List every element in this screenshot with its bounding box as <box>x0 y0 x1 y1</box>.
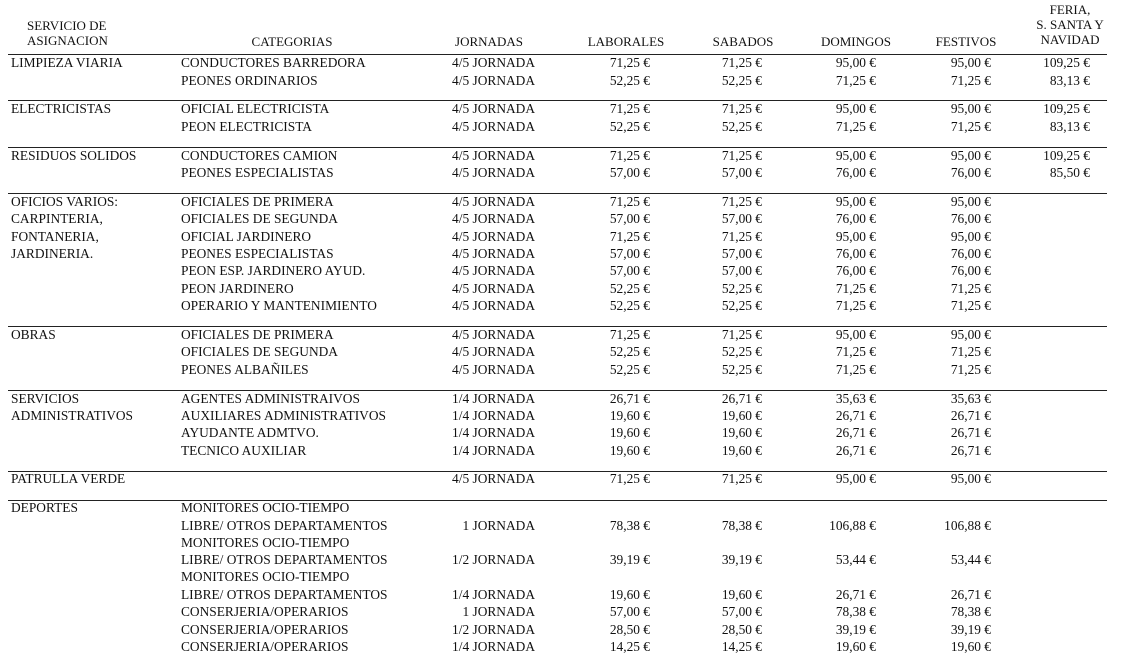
cell-festivos: 95,00 € <box>950 229 991 244</box>
cell-festivos: 26,71 € <box>950 408 991 423</box>
table-row <box>0 568 1122 585</box>
cell-domingos: 71,25 € <box>835 281 876 296</box>
table-row <box>0 164 1122 181</box>
cell-domingos: 76,00 € <box>835 263 876 278</box>
cell-categoria: MONITORES OCIO-TIEMPO <box>181 569 350 584</box>
header-feria-line1: FERIA, <box>1049 2 1091 17</box>
cell-festivos: 95,00 € <box>950 194 991 209</box>
cell-domingos: 71,25 € <box>835 344 876 359</box>
cell-jornada: 4/5 JORNADA <box>452 246 535 261</box>
cell-domingos: 78,38 € <box>835 604 876 619</box>
cell-festivos: 26,71 € <box>950 443 991 458</box>
cell-laborales: 71,25 € <box>609 327 650 342</box>
cell-domingos: 53,44 € <box>835 552 876 567</box>
cell-categoria: OFICIAL JARDINERO <box>181 229 312 244</box>
cell-sabados: 26,71 € <box>721 391 762 406</box>
cell-domingos: 71,25 € <box>835 119 876 134</box>
table-row <box>0 193 1122 210</box>
header-categorias: CATEGORIAS <box>251 34 333 49</box>
cell-domingos: 71,25 € <box>835 362 876 377</box>
cell-jornada: 1/4 JORNADA <box>452 425 535 440</box>
cell-festivos: 76,00 € <box>950 211 991 226</box>
cell-festivos: 71,25 € <box>950 73 991 88</box>
cell-domingos: 76,00 € <box>835 211 876 226</box>
cell-categoria: PEONES ORDINARIOS <box>181 73 318 88</box>
cell-categoria: AGENTES ADMINISTRAIVOS <box>181 391 360 406</box>
cell-sabados: 78,38 € <box>721 518 762 533</box>
cell-categoria: OFICIAL ELECTRICISTA <box>181 101 330 116</box>
cell-laborales: 52,25 € <box>609 119 650 134</box>
cell-laborales: 57,00 € <box>609 263 650 278</box>
cell-feria: 83,13 € <box>1049 119 1090 134</box>
cell-categoria: AUXILIARES ADMINISTRATIVOS <box>181 408 386 423</box>
cell-festivos: 26,71 € <box>950 587 991 602</box>
cell-laborales: 57,00 € <box>609 211 650 226</box>
table-row <box>0 534 1122 551</box>
header-feria-line3: NAVIDAD <box>1040 32 1100 47</box>
cell-jornada: 4/5 JORNADA <box>452 327 535 342</box>
table-row <box>0 621 1122 638</box>
cell-festivos: 95,00 € <box>950 327 991 342</box>
table-row <box>0 228 1122 245</box>
cell-servicio: ADMINISTRATIVOS <box>11 408 134 423</box>
cell-domingos: 76,00 € <box>835 246 876 261</box>
cell-servicio: JARDINERIA. <box>11 246 94 261</box>
cell-categoria: OFICIALES DE PRIMERA <box>181 194 334 209</box>
table-row <box>0 210 1122 227</box>
cell-categoria: CONSERJERIA/OPERARIOS <box>181 604 349 619</box>
cell-jornada: 1 JORNADA <box>462 518 535 533</box>
cell-categoria: MONITORES OCIO-TIEMPO <box>181 500 350 515</box>
cell-laborales: 52,25 € <box>609 344 650 359</box>
cell-servicio: DEPORTES <box>11 500 78 515</box>
cell-sabados: 19,60 € <box>721 443 762 458</box>
table-row <box>0 280 1122 297</box>
cell-festivos: 95,00 € <box>950 55 991 70</box>
table-row <box>0 442 1122 459</box>
cell-jornada: 4/5 JORNADA <box>452 148 535 163</box>
cell-jornada: 4/5 JORNADA <box>452 211 535 226</box>
header-servicio <box>27 18 108 48</box>
cell-servicio: PATRULLA VERDE <box>11 471 126 486</box>
table-row <box>0 424 1122 441</box>
cell-jornada: 4/5 JORNADA <box>452 362 535 377</box>
table-row <box>0 551 1122 568</box>
cell-servicio: LIMPIEZA VIARIA <box>11 55 123 70</box>
cell-jornada: 4/5 JORNADA <box>452 298 535 313</box>
cell-sabados: 57,00 € <box>721 246 762 261</box>
cell-categoria: OPERARIO Y MANTENIMIENTO <box>181 298 377 313</box>
table-row <box>0 118 1122 135</box>
header-servicio-line2: ASIGNACION <box>27 33 108 48</box>
cell-sabados: 52,25 € <box>721 362 762 377</box>
cell-laborales: 78,38 € <box>609 518 650 533</box>
table-row <box>0 470 1122 487</box>
cell-jornada: 4/5 JORNADA <box>452 344 535 359</box>
cell-feria: 109,25 € <box>1043 55 1090 70</box>
cell-categoria: CONSERJERIA/OPERARIOS <box>181 622 349 637</box>
cell-domingos: 26,71 € <box>835 443 876 458</box>
table-row <box>0 407 1122 424</box>
cell-sabados: 52,25 € <box>721 281 762 296</box>
cell-jornada: 4/5 JORNADA <box>452 229 535 244</box>
cell-domingos: 95,00 € <box>835 148 876 163</box>
cell-laborales: 19,60 € <box>609 425 650 440</box>
cell-sabados: 71,25 € <box>721 101 762 116</box>
cell-festivos: 19,60 € <box>950 639 991 654</box>
cell-festivos: 95,00 € <box>950 471 991 486</box>
table-row <box>0 586 1122 603</box>
cell-sabados: 57,00 € <box>721 211 762 226</box>
table-row <box>0 499 1122 516</box>
cell-categoria: CONDUCTORES BARREDORA <box>181 55 366 70</box>
cell-categoria: OFICIALES DE PRIMERA <box>181 327 334 342</box>
cell-servicio: OBRAS <box>11 327 56 342</box>
cell-laborales: 57,00 € <box>609 165 650 180</box>
cell-festivos: 106,88 € <box>944 518 991 533</box>
cell-laborales: 71,25 € <box>609 229 650 244</box>
cell-festivos: 39,19 € <box>950 622 991 637</box>
cell-sabados: 52,25 € <box>721 119 762 134</box>
cell-festivos: 35,63 € <box>950 391 991 406</box>
cell-jornada: 1/2 JORNADA <box>452 552 535 567</box>
cell-categoria: PEONES ALBAÑILES <box>181 362 309 377</box>
cell-jornada: 4/5 JORNADA <box>452 55 535 70</box>
cell-jornada: 4/5 JORNADA <box>452 471 535 486</box>
header-feria <box>1018 2 1122 47</box>
cell-sabados: 71,25 € <box>721 194 762 209</box>
table-row <box>0 390 1122 407</box>
cell-servicio: CARPINTERIA, <box>11 211 103 226</box>
cell-categoria: PEON JARDINERO <box>181 281 294 296</box>
cell-sabados: 14,25 € <box>721 639 762 654</box>
cell-sabados: 19,60 € <box>721 587 762 602</box>
cell-jornada: 1/4 JORNADA <box>452 391 535 406</box>
cell-categoria: LIBRE/ OTROS DEPARTAMENTOS <box>181 552 388 567</box>
cell-domingos: 35,63 € <box>835 391 876 406</box>
cell-jornada: 1/4 JORNADA <box>452 408 535 423</box>
header-festivos: FESTIVOS <box>935 34 997 49</box>
cell-jornada: 1/4 JORNADA <box>452 587 535 602</box>
cell-laborales: 57,00 € <box>609 246 650 261</box>
cell-domingos: 95,00 € <box>835 327 876 342</box>
cell-jornada: 4/5 JORNADA <box>452 73 535 88</box>
table-row <box>0 326 1122 343</box>
cell-domingos: 95,00 € <box>835 471 876 486</box>
cell-sabados: 52,25 € <box>721 73 762 88</box>
cell-sabados: 71,25 € <box>721 55 762 70</box>
cell-festivos: 71,25 € <box>950 362 991 377</box>
cell-sabados: 71,25 € <box>721 148 762 163</box>
cell-festivos: 71,25 € <box>950 344 991 359</box>
table-row <box>0 297 1122 314</box>
cell-jornada: 1 JORNADA <box>462 604 535 619</box>
cell-festivos: 76,00 € <box>950 246 991 261</box>
cell-categoria: MONITORES OCIO-TIEMPO <box>181 535 350 550</box>
cell-domingos: 95,00 € <box>835 55 876 70</box>
cell-jornada: 4/5 JORNADA <box>452 119 535 134</box>
cell-festivos: 26,71 € <box>950 425 991 440</box>
cell-jornada: 4/5 JORNADA <box>452 101 535 116</box>
cell-domingos: 19,60 € <box>835 639 876 654</box>
header-servicio-line1: SERVICIO DE <box>27 18 107 33</box>
cell-laborales: 19,60 € <box>609 408 650 423</box>
cell-sabados: 19,60 € <box>721 425 762 440</box>
cell-categoria: PEON ELECTRICISTA <box>181 119 312 134</box>
table-row <box>0 517 1122 534</box>
cell-domingos: 76,00 € <box>835 165 876 180</box>
cell-festivos: 71,25 € <box>950 119 991 134</box>
cell-sabados: 71,25 € <box>721 327 762 342</box>
cell-sabados: 52,25 € <box>721 298 762 313</box>
cell-festivos: 95,00 € <box>950 101 991 116</box>
cell-feria: 85,50 € <box>1049 165 1090 180</box>
header-domingos: DOMINGOS <box>820 34 892 49</box>
cell-categoria: AYUDANTE ADMTVO. <box>181 425 319 440</box>
cell-laborales: 52,25 € <box>609 281 650 296</box>
cell-laborales: 71,25 € <box>609 471 650 486</box>
cell-festivos: 76,00 € <box>950 263 991 278</box>
table-row <box>0 638 1122 655</box>
cell-servicio: RESIDUOS SOLIDOS <box>11 148 137 163</box>
table-row <box>0 72 1122 89</box>
cell-laborales: 71,25 € <box>609 194 650 209</box>
cell-festivos: 71,25 € <box>950 281 991 296</box>
cell-sabados: 57,00 € <box>721 165 762 180</box>
cell-categoria: PEONES ESPECIALISTAS <box>181 165 334 180</box>
cell-domingos: 95,00 € <box>835 229 876 244</box>
cell-feria: 109,25 € <box>1043 101 1090 116</box>
cell-laborales: 52,25 € <box>609 298 650 313</box>
cell-sabados: 52,25 € <box>721 344 762 359</box>
cell-jornada: 1/2 JORNADA <box>452 622 535 637</box>
cell-sabados: 19,60 € <box>721 408 762 423</box>
cell-categoria: TECNICO AUXILIAR <box>181 443 307 458</box>
table-row <box>0 147 1122 164</box>
header-feria-line2: S. SANTA Y <box>1036 17 1104 32</box>
cell-servicio: OFICIOS VARIOS: <box>11 194 119 209</box>
cell-laborales: 52,25 € <box>609 362 650 377</box>
table-row <box>0 54 1122 71</box>
cell-sabados: 71,25 € <box>721 471 762 486</box>
cell-laborales: 57,00 € <box>609 604 650 619</box>
cell-laborales: 52,25 € <box>609 73 650 88</box>
cell-sabados: 39,19 € <box>721 552 762 567</box>
cell-sabados: 57,00 € <box>721 263 762 278</box>
cell-festivos: 53,44 € <box>950 552 991 567</box>
header-laborales: LABORALES <box>587 34 665 49</box>
table-row <box>0 603 1122 620</box>
cell-categoria: CONSERJERIA/OPERARIOS <box>181 639 349 654</box>
cell-categoria: LIBRE/ OTROS DEPARTAMENTOS <box>181 518 388 533</box>
cell-domingos: 95,00 € <box>835 194 876 209</box>
cell-domingos: 95,00 € <box>835 101 876 116</box>
header-jornadas: JORNADAS <box>455 34 523 49</box>
cell-jornada: 4/5 JORNADA <box>452 165 535 180</box>
cell-jornada: 4/5 JORNADA <box>452 281 535 296</box>
cell-laborales: 39,19 € <box>609 552 650 567</box>
cell-feria: 83,13 € <box>1049 73 1090 88</box>
cell-jornada: 1/4 JORNADA <box>452 443 535 458</box>
cell-sabados: 28,50 € <box>721 622 762 637</box>
cell-servicio: SERVICIOS <box>11 391 80 406</box>
cell-servicio: ELECTRICISTAS <box>11 101 112 116</box>
table-row <box>0 245 1122 262</box>
cell-laborales: 71,25 € <box>609 55 650 70</box>
cell-jornada: 1/4 JORNADA <box>452 639 535 654</box>
cell-categoria: LIBRE/ OTROS DEPARTAMENTOS <box>181 587 388 602</box>
cell-domingos: 71,25 € <box>835 73 876 88</box>
cell-feria: 109,25 € <box>1043 148 1090 163</box>
table-row <box>0 361 1122 378</box>
cell-laborales: 14,25 € <box>609 639 650 654</box>
header-sabados: SABADOS <box>712 34 774 49</box>
cell-festivos: 76,00 € <box>950 165 991 180</box>
cell-categoria: CONDUCTORES CAMION <box>181 148 338 163</box>
cell-domingos: 26,71 € <box>835 587 876 602</box>
cell-laborales: 19,60 € <box>609 587 650 602</box>
cell-domingos: 39,19 € <box>835 622 876 637</box>
cell-servicio: FONTANERIA, <box>11 229 99 244</box>
table-row <box>0 343 1122 360</box>
cell-sabados: 71,25 € <box>721 229 762 244</box>
cell-laborales: 71,25 € <box>609 101 650 116</box>
cell-jornada: 4/5 JORNADA <box>452 194 535 209</box>
cell-festivos: 71,25 € <box>950 298 991 313</box>
cell-laborales: 71,25 € <box>609 148 650 163</box>
table-row <box>0 100 1122 117</box>
cell-laborales: 28,50 € <box>609 622 650 637</box>
cell-festivos: 78,38 € <box>950 604 991 619</box>
cell-categoria: OFICIALES DE SEGUNDA <box>181 344 338 359</box>
cell-jornada: 4/5 JORNADA <box>452 263 535 278</box>
cell-festivos: 95,00 € <box>950 148 991 163</box>
cell-domingos: 26,71 € <box>835 408 876 423</box>
cell-categoria: PEON ESP. JARDINERO AYUD. <box>181 263 366 278</box>
cell-domingos: 71,25 € <box>835 298 876 313</box>
cell-categoria: OFICIALES DE SEGUNDA <box>181 211 338 226</box>
table-row <box>0 262 1122 279</box>
cell-domingos: 106,88 € <box>829 518 876 533</box>
cell-domingos: 26,71 € <box>835 425 876 440</box>
cell-categoria: PEONES ESPECIALISTAS <box>181 246 334 261</box>
cell-laborales: 19,60 € <box>609 443 650 458</box>
cell-sabados: 57,00 € <box>721 604 762 619</box>
cell-laborales: 26,71 € <box>609 391 650 406</box>
